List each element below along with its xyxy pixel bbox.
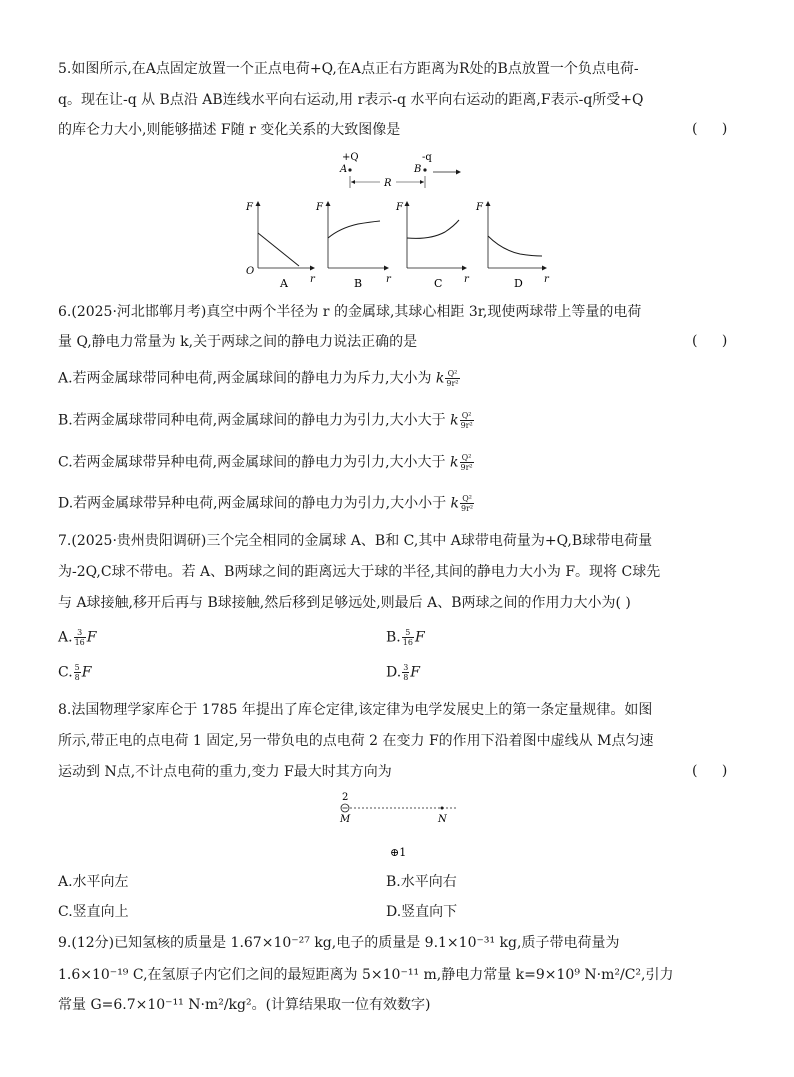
q7-option-d[interactable]: D. $\frac{3}{8}$ F <box>386 663 420 682</box>
q9-text-line-1: 9.(12分)已知氢核的质量是 1.67×10⁻²⁷ kg,电子的质量是 9.1×10⁻³¹ kg,质子带电荷量为 <box>58 935 620 951</box>
q8-answer-paren: ( ) <box>692 763 738 779</box>
svg-text:r: r <box>464 274 469 285</box>
q7-option-c[interactable]: C. $\frac{5}{8}$ F <box>58 663 92 682</box>
q7-option-b[interactable]: B. $\frac{5}{16}$ F <box>386 628 425 647</box>
q8-option-d[interactable]: D.竖直向下 <box>386 904 458 920</box>
graph-d <box>475 201 550 290</box>
svg-text:O: O <box>246 266 255 277</box>
q5-text-line-2: q。现在让-q 从 B点沿 AB连线水平向右运动,用 r表示-q 水平向右运动的距离,F表示-q所受+Q <box>58 92 644 108</box>
svg-text:r: r <box>386 274 391 285</box>
minus-q-label: -q <box>422 152 432 163</box>
q6-option-a[interactable]: A.若两金属球带同种电荷,两金属球间的静电力为斥力,大小为 k $\frac{\text{Q²}}{\text{9r²}}$ <box>58 369 459 388</box>
motion-arrow-head <box>456 170 461 175</box>
q5-text-line-1: 5.如图所示,在A点固定放置一个正点电荷+Q,在A点正右方距离为R处的B点放置一个负点电荷- <box>58 61 639 77</box>
q5-charge-diagram <box>330 148 470 196</box>
point-n-dot <box>441 807 444 810</box>
q9-text-line-2: 1.6×10⁻¹⁹ C,在氢原子内它们之间的最短距离为 5×10⁻¹¹ m,静电力常量 k=9×10⁹ N·m²/C²,引力 <box>58 967 674 983</box>
point-m-label: M <box>340 814 351 825</box>
distance-r-label: R <box>384 178 392 189</box>
point-a-label: A <box>340 164 348 175</box>
graph-b <box>315 201 392 290</box>
plus-q-label: +Q <box>342 152 359 163</box>
graph-d-label: D <box>514 277 523 290</box>
point-a-dot <box>348 168 351 171</box>
q7-text-line-3: 与 A球接触,移开后再与 B球接触,然后移到足够远处,则最后 A、B两球之间的作用力大小为( ) <box>58 595 631 611</box>
graph-a-curve <box>258 233 299 266</box>
svg-text:F: F <box>396 202 403 213</box>
q8-option-c[interactable]: C.竖直向上 <box>58 904 129 920</box>
q6-option-c[interactable]: C.若两金属球带异种电荷,两金属球间的静电力为引力,大小大于 k $\frac{\text{Q²}}{\text{9r²}}$ <box>58 453 473 472</box>
q8-text-line-3: 运动到 N点,不计点电荷的重力,变力 F最大时其方向为 <box>58 764 392 780</box>
graph-c-curve <box>407 220 459 238</box>
point-n-label: N <box>438 814 447 825</box>
q5-answer-paren: ( ) <box>692 121 738 137</box>
q5-graph-options <box>240 198 560 292</box>
q6-answer-paren: ( ) <box>692 333 738 349</box>
q6-option-b[interactable]: B.若两金属球带同种电荷,两金属球间的静电力为引力,大小大于 k $\frac{\text{Q²}}{\text{9r²}}$ <box>58 411 473 430</box>
graph-a-label: A <box>280 277 288 290</box>
graph-b-curve <box>328 221 380 238</box>
point-b-label: B <box>414 164 422 175</box>
graph-b-label: B <box>354 277 363 290</box>
q7-text-line-1: 7.(2025·贵州贵阳调研)三个完全相同的金属球 A、B和 C,其中 A球带电荷量为+Q,B球带电荷量 <box>58 533 653 549</box>
charge-2-label: 2 <box>342 792 349 803</box>
graph-c-label: C <box>434 277 443 290</box>
svg-text:r: r <box>310 274 315 285</box>
svg-text:F: F <box>316 202 323 213</box>
graph-d-curve <box>488 236 542 256</box>
graph-c <box>395 201 470 290</box>
q6-text-line-2: 量 Q,静电力常量为 k,关于两球之间的静电力说法正确的是 <box>58 334 418 350</box>
charge-1-label: ⊕1 <box>390 846 407 859</box>
q6-text-line-1: 6.(2025·河北邯郸月考)真空中两个半径为 r 的金属球,其球心相距 3r,现使两球带上等量的电荷 <box>58 304 642 320</box>
point-b-dot <box>423 168 426 171</box>
q5-text-line-3: 的库仑力大小,则能够描述 F随 r 变化关系的大致图像是 <box>58 122 401 138</box>
q7-text-line-2: 为-2Q,C球不带电。若 A、B两球之间的距离远大于球的半径,其间的静电力大小为 F。现将 C球先 <box>58 564 661 580</box>
q8-text-line-2: 所示,带正电的点电荷 1 固定,另一带负电的点电荷 2 在变力 F的作用下沿着图中虚线从 M点匀速 <box>58 733 654 749</box>
q8-text-line-1: 8.法国物理学家库仑于 1785 年提出了库仑定律,该定律为电学发展史上的第一条定量规律。如图 <box>58 702 653 718</box>
q8-option-a[interactable]: A.水平向左 <box>58 874 129 890</box>
q8-option-b[interactable]: B.水平向右 <box>386 874 457 890</box>
svg-text:F: F <box>476 202 483 213</box>
q9-text-line-3: 常量 G=6.7×10⁻¹¹ N·m²/kg²。(计算结果取一位有效数字) <box>58 997 431 1013</box>
svg-text:r: r <box>544 274 549 285</box>
svg-text:F: F <box>246 202 253 213</box>
q6-option-d[interactable]: D.若两金属球带异种电荷,两金属球间的静电力为引力,大小小于 k $\frac{\text{Q²}}{\text{9r²}}$ <box>58 494 474 513</box>
graph-a <box>245 201 316 290</box>
q8-motion-diagram <box>330 790 470 860</box>
q7-option-a[interactable]: A. $\frac{3}{16}$ F <box>58 628 97 647</box>
